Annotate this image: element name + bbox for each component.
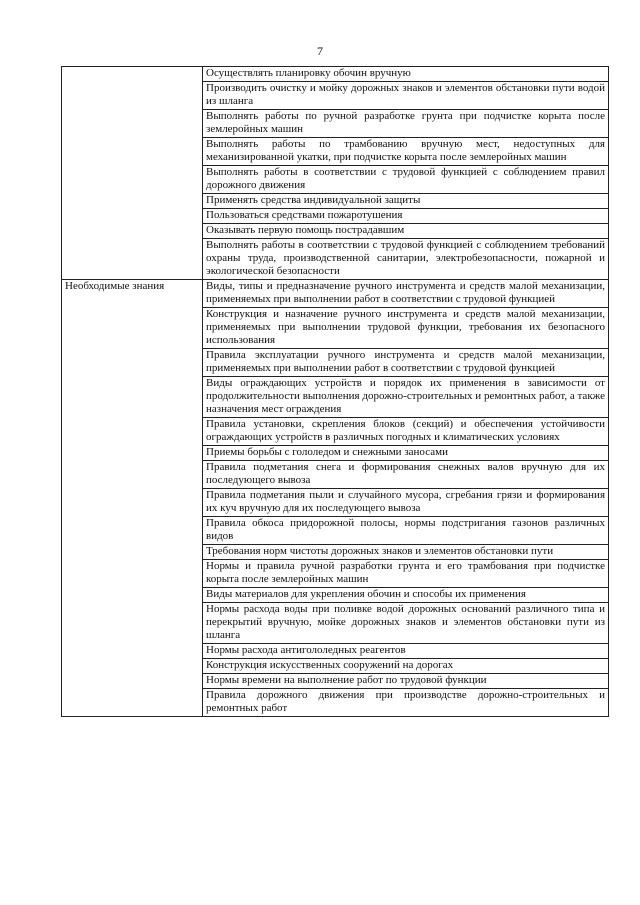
page-number: 7 bbox=[317, 44, 323, 58]
table-row bbox=[62, 67, 609, 82]
requirement-item: Правила подметания пыли и случайного мусора, сгребания грязи и формирования их куч вручную для их последующего вывоза bbox=[203, 489, 609, 517]
requirement-item: Правила эксплуатации ручного инструмента и средств малой механизации, применяемых при выполнении работ в соответствии с трудовой функцией bbox=[203, 349, 609, 377]
requirement-item: Правила обкоса придорожной полосы, нормы подстригания газонов различных видов bbox=[203, 517, 609, 545]
requirement-item: Выполнять работы в соответствии с трудовой функцией с соблюдением требований охраны труда, производственной санитарии, электробезопасности, пожарной и экологической безопасности bbox=[203, 239, 609, 280]
requirement-item: Приемы борьбы с гололедом и снежными заносами bbox=[203, 446, 609, 461]
requirement-item: Виды, типы и предназначение ручного инструмента и средств малой механизации, применяемых при выполнении работ в соответствии с трудовой функцией bbox=[203, 280, 609, 308]
requirement-item: Выполнять работы по трамбованию вручную мест, недоступных для механизированной укатки, при подчистке корыта после землеройных машин bbox=[203, 138, 609, 166]
requirement-item: Правила установки, скрепления блоков (секций) и обеспечения устойчивости ограждающих устройств в различных погодных и климатических условиях bbox=[203, 418, 609, 446]
requirement-item: Виды ограждающих устройств и порядок их применения в зависимости от продолжительности выполнения дорожно-строительных и ремонтных работ, а также назначения мест ограждения bbox=[203, 377, 609, 418]
requirement-item: Применять средства индивидуальной защиты bbox=[203, 194, 609, 209]
table-body bbox=[62, 67, 609, 717]
requirement-item: Пользоваться средствами пожаротушения bbox=[203, 209, 609, 224]
requirement-item: Нормы и правила ручной разработки грунта и его трамбования при подчистке корыта после землеройных машин bbox=[203, 560, 609, 588]
requirement-item: Требования норм чистоты дорожных знаков и элементов обстановки пути bbox=[203, 545, 609, 560]
requirement-item: Виды материалов для укрепления обочин и способы их применения bbox=[203, 588, 609, 603]
requirement-item: Нормы расхода антигололедных реагентов bbox=[203, 644, 609, 659]
section-label: Необходимые знания bbox=[62, 280, 203, 717]
requirement-item: Производить очистку и мойку дорожных знаков и элементов обстановки пути водой из шланга bbox=[203, 82, 609, 110]
requirement-item: Выполнять работы по ручной разработке грунта при подчистке корыта после землеройных машин bbox=[203, 110, 609, 138]
requirement-item: Осуществлять планировку обочин вручную bbox=[203, 67, 609, 82]
requirement-item: Правила дорожного движения при производстве дорожно-строительных и ремонтных работ bbox=[203, 689, 609, 717]
requirement-item: Выполнять работы в соответствии с трудовой функцией с соблюдением правил дорожного движения bbox=[203, 166, 609, 194]
requirement-item: Нормы времени на выполнение работ по трудовой функции bbox=[203, 674, 609, 689]
table-row bbox=[62, 280, 609, 308]
section-label bbox=[62, 67, 203, 280]
requirements-table bbox=[61, 66, 609, 717]
requirement-item: Конструкция искусственных сооружений на дорогах bbox=[203, 659, 609, 674]
requirement-item: Оказывать первую помощь пострадавшим bbox=[203, 224, 609, 239]
requirement-item: Нормы расхода воды при поливке водой дорожных оснований различного типа и перекрытий вручную, мойке дорожных знаков и элементов обстановки пути из шланга bbox=[203, 603, 609, 644]
requirement-item: Конструкция и назначение ручного инструмента и средств малой механизации, применяемых при выполнении трудовой функции, требования их безопасного использования bbox=[203, 308, 609, 349]
requirement-item: Правила подметания снега и формирования снежных валов вручную для их последующего вывоза bbox=[203, 461, 609, 489]
